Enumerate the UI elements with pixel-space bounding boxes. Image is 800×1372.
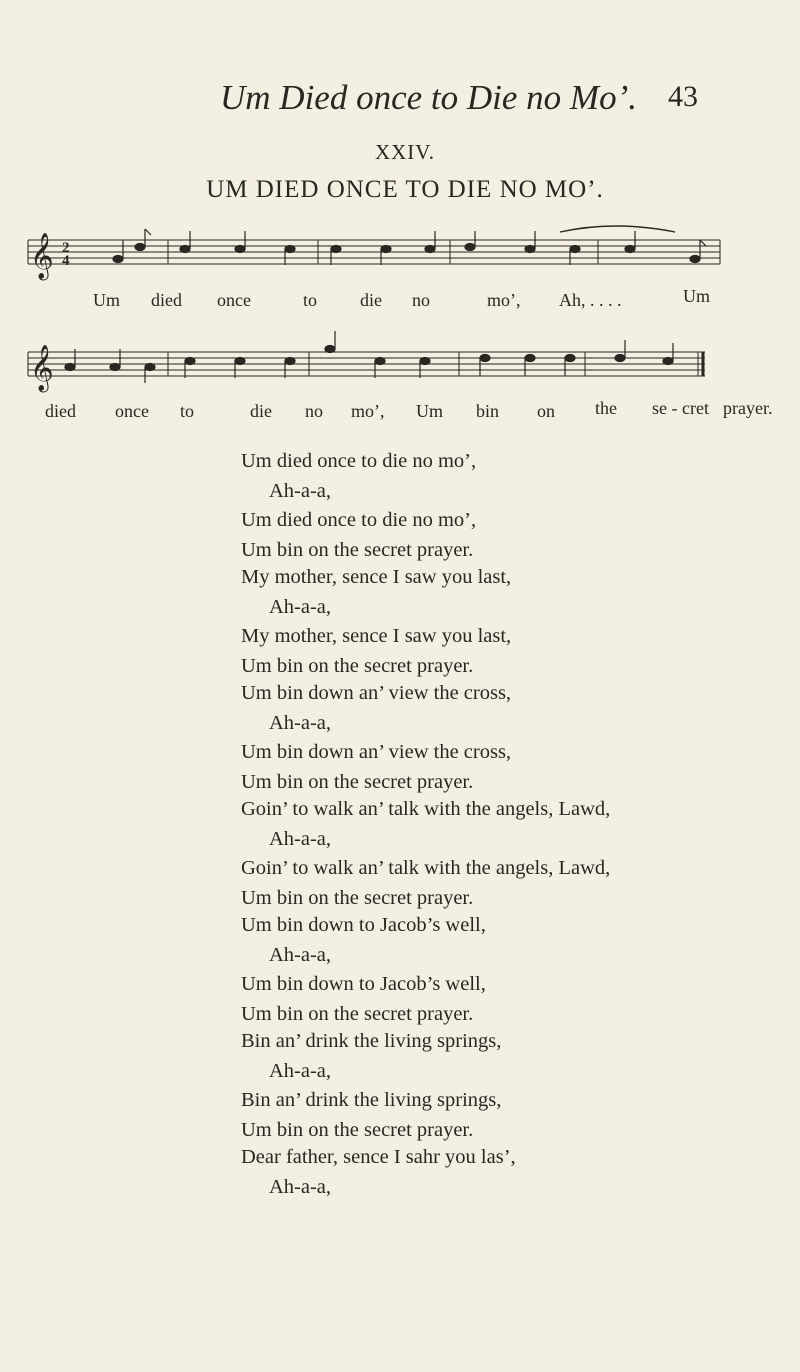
- lyric-syllable: to: [180, 401, 195, 421]
- song-title: UM DIED ONCE TO DIE NO MO’.: [206, 176, 604, 203]
- note: [325, 346, 335, 353]
- lyric-syllable: mo’,: [351, 401, 385, 421]
- lyric-syllable: to: [303, 290, 318, 310]
- note: [690, 256, 700, 263]
- verse-line: Bin an’ drink the living springs,: [241, 1030, 502, 1052]
- note: [113, 256, 123, 263]
- lyric-syllable: no: [305, 401, 323, 421]
- note: [381, 246, 391, 253]
- verse-line: Ah-a-a,: [269, 479, 332, 502]
- verse-line: Um bin on the secret prayer.: [241, 654, 474, 677]
- treble-clef-icon: 𝄞: [30, 345, 54, 391]
- lyric-syllable: once: [115, 401, 149, 421]
- lyric-syllable: Um: [93, 290, 120, 310]
- verse-line: Ah-a-a,: [269, 1175, 332, 1198]
- verse-2: [241, 563, 781, 681]
- verse-line: Um bin on the secret prayer.: [241, 770, 474, 793]
- note: [465, 244, 475, 251]
- verse-line: Ah-a-a,: [269, 827, 332, 850]
- lyric-syllable: Um: [683, 286, 710, 306]
- lyrics-line-2: [0, 398, 800, 425]
- verse-line: Um died once to die no mo’,: [241, 450, 477, 472]
- verse-1: [241, 447, 781, 565]
- lyric-syllable: once: [217, 290, 251, 310]
- page-number: 43: [668, 80, 698, 113]
- note: [663, 358, 673, 365]
- note: [570, 246, 580, 253]
- lyric-syllable: the: [595, 398, 617, 418]
- verse-line: Um bin on the secret prayer.: [241, 886, 474, 909]
- note: [135, 244, 145, 251]
- lyric-syllable: died: [45, 401, 76, 421]
- note: [480, 355, 490, 362]
- verse-line: Um bin on the secret prayer.: [241, 1002, 474, 1025]
- verse-line: Ah-a-a,: [269, 1059, 332, 1082]
- verse-5: [241, 911, 781, 1029]
- verse-line: My mother, sence I saw you last,: [241, 625, 512, 647]
- note: [420, 358, 430, 365]
- verse-line: Bin an’ drink the living springs,: [241, 1089, 502, 1111]
- slur-mark: [560, 226, 675, 232]
- verse-line: Ah-a-a,: [269, 943, 332, 966]
- verse-line: Um bin on the secret prayer.: [241, 1118, 474, 1141]
- note: [235, 358, 245, 365]
- lyric-syllable: prayer.: [723, 398, 773, 418]
- note: [525, 246, 535, 253]
- lyric-syllable: se - cret: [652, 398, 709, 418]
- svg-text:4: 4: [62, 253, 70, 269]
- running-head: [0, 78, 800, 118]
- verse-line: Um bin down an’ view the cross,: [241, 682, 512, 704]
- lyric-syllable: Um: [416, 401, 443, 421]
- verse-line: Um died once to die no mo’,: [241, 509, 477, 531]
- note: [65, 364, 75, 371]
- note: [180, 246, 190, 253]
- lyric-syllable: on: [537, 401, 555, 421]
- verse-7: [241, 1143, 781, 1202]
- verse-3: [241, 679, 781, 797]
- note: [615, 355, 625, 362]
- verse-line: Goin’ to walk an’ talk with the angels, Lawd,: [241, 857, 611, 879]
- verse-6: [241, 1027, 781, 1145]
- lyric-syllable: die: [360, 290, 382, 310]
- staff-2-notation: [0, 316, 800, 396]
- note: [331, 246, 341, 253]
- note: [625, 246, 635, 253]
- note: [285, 358, 295, 365]
- lyric-syllable: mo’,: [487, 290, 521, 310]
- verse-line: Um bin on the secret prayer.: [241, 538, 474, 561]
- verse-line: Um bin down to Jacob’s well,: [241, 973, 486, 995]
- music-staff-1: [0, 205, 800, 285]
- lyric-syllable: die: [250, 401, 272, 421]
- note: [145, 364, 155, 371]
- song-number: XXIV.: [374, 140, 436, 164]
- verse-line: Um bin down an’ view the cross,: [241, 741, 512, 763]
- verse-line: Goin’ to walk an’ talk with the angels, Lawd,: [241, 798, 611, 820]
- note: [235, 246, 245, 253]
- lyric-syllable: no: [412, 290, 430, 310]
- note: [525, 355, 535, 362]
- note: [185, 358, 195, 365]
- running-title: Um Died once to Die no Mo’.: [220, 78, 637, 117]
- note: [110, 364, 120, 371]
- music-staff-2: [0, 316, 800, 396]
- treble-clef-icon: 𝄞: [30, 233, 54, 279]
- staff-1-notation: [0, 205, 800, 285]
- note: [565, 355, 575, 362]
- verse-line: Dear father, sence I sahr you las’,: [241, 1146, 516, 1168]
- verse-line: My mother, sence I saw you last,: [241, 566, 512, 588]
- time-signature: 2: [62, 240, 70, 256]
- verse-4: [241, 795, 781, 913]
- lyrics-line-1: [0, 286, 800, 314]
- note: [425, 246, 435, 253]
- lyric-syllable: died: [151, 290, 182, 310]
- lyric-syllable: bin: [476, 401, 500, 421]
- verse-line: Um bin down to Jacob’s well,: [241, 914, 486, 936]
- verse-line: Ah-a-a,: [269, 595, 332, 618]
- verse-line: Ah-a-a,: [269, 711, 332, 734]
- note: [285, 246, 295, 253]
- lyric-syllable: Ah, . . . .: [559, 290, 622, 310]
- note: [375, 358, 385, 365]
